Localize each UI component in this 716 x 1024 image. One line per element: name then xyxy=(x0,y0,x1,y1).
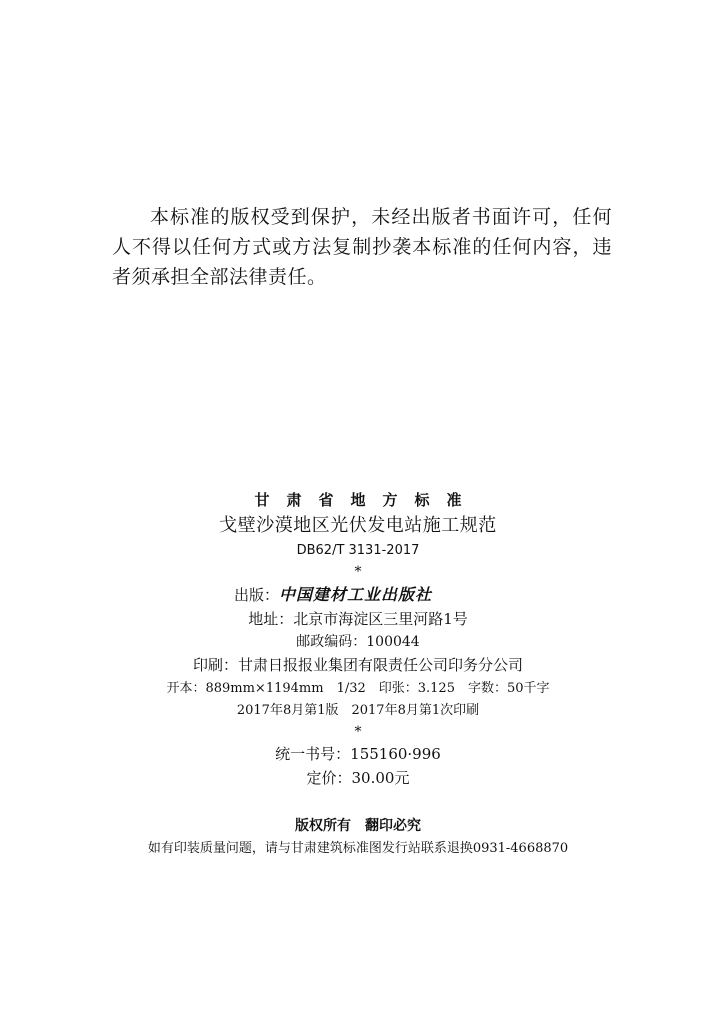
publisher-line xyxy=(0,582,716,608)
publisher-address: 地址：北京市海淀区三里河路1号 xyxy=(248,610,468,628)
rights-reserved: 版权所有 翻印必究 xyxy=(295,818,421,834)
postal-code: 邮政编码：100044 xyxy=(296,634,420,650)
edition-info: 2017年8月第1版 2017年8月第1次印刷 xyxy=(236,703,480,718)
price: 定价：30.00元 xyxy=(306,769,410,787)
standard-title: 戈壁沙漠地区光伏发电站施工规范 xyxy=(219,515,497,536)
cip-block xyxy=(0,488,716,860)
printer-info: 印刷：甘肃日报报业集团有限责任公司印务分公司 xyxy=(192,656,523,674)
separator-star: * xyxy=(354,564,362,580)
publisher-label: 出版： xyxy=(233,586,279,604)
publisher-name: 中国建材工业出版社 xyxy=(279,585,433,604)
standard-code: DB62/T 3131-2017 xyxy=(296,543,420,558)
contact-info: 如有印装质量问题，请与甘肃建筑标准图发行站联系退换0931-4668870 xyxy=(147,841,569,856)
series-title: 甘肃省地方标准 xyxy=(254,491,479,509)
book-specs: 开本：889mm×1194mm 1/32 印张：3.125 字数：50千字 xyxy=(166,681,550,696)
book-number: 统一书号：155160·996 xyxy=(275,745,441,763)
copyright-notice: 本标准的版权受到保护，未经出版者书面许可，任何人不得以任何方式或方法复制抄袭本标准的任何内容，违者须承担全部法律责任。 xyxy=(112,206,612,288)
separator-star-2: * xyxy=(354,724,362,740)
